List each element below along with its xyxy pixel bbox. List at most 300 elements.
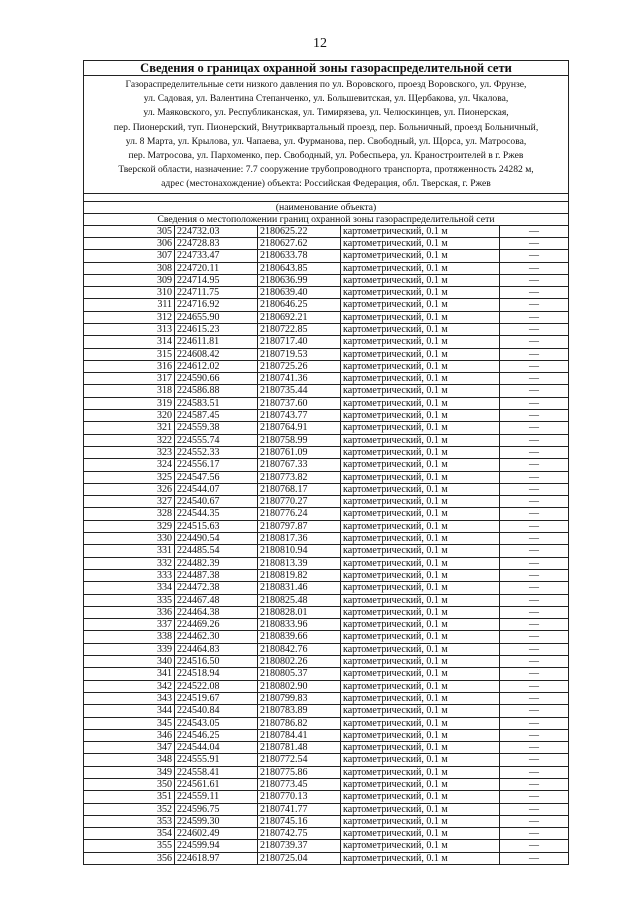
- object-name-caption: (наименование объекта): [84, 202, 568, 214]
- table-row: [84, 569, 568, 581]
- point-number: 320: [84, 410, 175, 422]
- extra-info: —: [500, 668, 569, 680]
- zone-boundary-document: [83, 60, 569, 865]
- extra-info: —: [500, 619, 569, 631]
- x-coordinate: 224561.61: [175, 778, 258, 790]
- point-number: 340: [84, 656, 175, 668]
- x-coordinate: 224559.38: [175, 422, 258, 434]
- extra-info: —: [500, 840, 569, 852]
- coordinates-table-body: [84, 226, 568, 864]
- table-row: [84, 852, 568, 864]
- table-row: [84, 778, 568, 790]
- y-coordinate: 2180799.83: [258, 692, 341, 704]
- point-number: 352: [84, 803, 175, 815]
- extra-info: —: [500, 250, 569, 262]
- table-row: [84, 483, 568, 495]
- extra-info: —: [500, 360, 569, 372]
- point-number: 318: [84, 385, 175, 397]
- table-row: [84, 274, 568, 286]
- table-row: [84, 742, 568, 754]
- determination-method: картометрический, 0.1 м: [341, 766, 500, 778]
- y-coordinate: 2180767.33: [258, 459, 341, 471]
- x-coordinate: 224602.49: [175, 828, 258, 840]
- table-row: [84, 594, 568, 606]
- table-row: [84, 840, 568, 852]
- table-row: [84, 459, 568, 471]
- point-number: 313: [84, 324, 175, 336]
- determination-method: картометрический, 0.1 м: [341, 226, 500, 238]
- extra-info: —: [500, 582, 569, 594]
- y-coordinate: 2180725.04: [258, 852, 341, 864]
- point-number: 309: [84, 274, 175, 286]
- y-coordinate: 2180797.87: [258, 520, 341, 532]
- x-coordinate: 224544.07: [175, 483, 258, 495]
- description-line: ул. Садовая, ул. Валентина Степанченко, ул. Большевитская, ул. Щербакова, ул. Чкалова,: [143, 93, 509, 105]
- point-number: 339: [84, 643, 175, 655]
- y-coordinate: 2180758.99: [258, 434, 341, 446]
- point-number: 312: [84, 311, 175, 323]
- extra-info: —: [500, 483, 569, 495]
- determination-method: картометрический, 0.1 м: [341, 373, 500, 385]
- determination-method: картометрический, 0.1 м: [341, 656, 500, 668]
- extra-info: —: [500, 791, 569, 803]
- y-coordinate: 2180636.99: [258, 274, 341, 286]
- extra-info: —: [500, 680, 569, 692]
- determination-method: картометрический, 0.1 м: [341, 791, 500, 803]
- description-line: пер. Пионерский, туп. Пионерский, Внутриквартальный проезд, пер. Больничный, проезд Больничный,: [113, 121, 539, 133]
- extra-info: —: [500, 778, 569, 790]
- point-number: 314: [84, 336, 175, 348]
- y-coordinate: 2180772.54: [258, 754, 341, 766]
- section-title: Сведения о местоположении границ охранной зоны газораспределительной сети: [84, 214, 568, 226]
- extra-info: —: [500, 311, 569, 323]
- point-number: 337: [84, 619, 175, 631]
- determination-method: картометрический, 0.1 м: [341, 533, 500, 545]
- extra-info: —: [500, 705, 569, 717]
- point-number: 315: [84, 348, 175, 360]
- x-coordinate: 224515.63: [175, 520, 258, 532]
- x-coordinate: 224599.30: [175, 815, 258, 827]
- y-coordinate: 2180717.40: [258, 336, 341, 348]
- determination-method: картометрический, 0.1 м: [341, 397, 500, 409]
- y-coordinate: 2180627.62: [258, 237, 341, 249]
- extra-info: —: [500, 569, 569, 581]
- extra-info: —: [500, 729, 569, 741]
- y-coordinate: 2180764.91: [258, 422, 341, 434]
- y-coordinate: 2180833.96: [258, 619, 341, 631]
- table-row: [84, 791, 568, 803]
- point-number: 333: [84, 569, 175, 581]
- x-coordinate: 224714.95: [175, 274, 258, 286]
- extra-info: —: [500, 434, 569, 446]
- extra-info: —: [500, 656, 569, 668]
- x-coordinate: 224558.41: [175, 766, 258, 778]
- extra-info: —: [500, 336, 569, 348]
- determination-method: картометрический, 0.1 м: [341, 496, 500, 508]
- y-coordinate: 2180735.44: [258, 385, 341, 397]
- point-number: 330: [84, 533, 175, 545]
- x-coordinate: 224544.35: [175, 508, 258, 520]
- x-coordinate: 224487.38: [175, 569, 258, 581]
- table-row: [84, 828, 568, 840]
- y-coordinate: 2180828.01: [258, 606, 341, 618]
- determination-method: картометрический, 0.1 м: [341, 754, 500, 766]
- extra-info: —: [500, 631, 569, 643]
- extra-info: —: [500, 348, 569, 360]
- extra-info: —: [500, 594, 569, 606]
- y-coordinate: 2180725.26: [258, 360, 341, 372]
- table-row: [84, 360, 568, 372]
- extra-info: —: [500, 545, 569, 557]
- determination-method: картометрический, 0.1 м: [341, 619, 500, 631]
- table-row: [84, 520, 568, 532]
- determination-method: картометрический, 0.1 м: [341, 631, 500, 643]
- y-coordinate: 2180722.85: [258, 324, 341, 336]
- point-number: 308: [84, 262, 175, 274]
- x-coordinate: 224469.26: [175, 619, 258, 631]
- y-coordinate: 2180625.22: [258, 226, 341, 238]
- y-coordinate: 2180633.78: [258, 250, 341, 262]
- point-number: 335: [84, 594, 175, 606]
- determination-method: картометрический, 0.1 м: [341, 680, 500, 692]
- determination-method: картометрический, 0.1 м: [341, 385, 500, 397]
- x-coordinate: 224482.39: [175, 557, 258, 569]
- table-row: [84, 582, 568, 594]
- extra-info: —: [500, 262, 569, 274]
- x-coordinate: 224596.75: [175, 803, 258, 815]
- y-coordinate: 2180775.86: [258, 766, 341, 778]
- table-row: [84, 643, 568, 655]
- determination-method: картометрический, 0.1 м: [341, 262, 500, 274]
- determination-method: картометрический, 0.1 м: [341, 520, 500, 532]
- x-coordinate: 224543.05: [175, 717, 258, 729]
- y-coordinate: 2180839.66: [258, 631, 341, 643]
- determination-method: картометрический, 0.1 м: [341, 471, 500, 483]
- table-row: [84, 336, 568, 348]
- point-number: 325: [84, 471, 175, 483]
- point-number: 329: [84, 520, 175, 532]
- determination-method: картометрический, 0.1 м: [341, 803, 500, 815]
- extra-info: —: [500, 373, 569, 385]
- point-number: 311: [84, 299, 175, 311]
- determination-method: картометрический, 0.1 м: [341, 311, 500, 323]
- y-coordinate: 2180842.76: [258, 643, 341, 655]
- x-coordinate: 224556.17: [175, 459, 258, 471]
- determination-method: картометрический, 0.1 м: [341, 274, 500, 286]
- x-coordinate: 224540.67: [175, 496, 258, 508]
- extra-info: —: [500, 533, 569, 545]
- x-coordinate: 224552.33: [175, 446, 258, 458]
- table-row: [84, 471, 568, 483]
- extra-info: —: [500, 324, 569, 336]
- table-row: [84, 311, 568, 323]
- table-row: [84, 299, 568, 311]
- determination-method: картометрический, 0.1 м: [341, 299, 500, 311]
- point-number: 317: [84, 373, 175, 385]
- x-coordinate: 224555.91: [175, 754, 258, 766]
- x-coordinate: 224540.84: [175, 705, 258, 717]
- table-row: [84, 557, 568, 569]
- document-title: Сведения о границах охранной зоны газораспределительной сети: [84, 61, 568, 76]
- x-coordinate: 224655.90: [175, 311, 258, 323]
- y-coordinate: 2180802.90: [258, 680, 341, 692]
- determination-method: картометрический, 0.1 м: [341, 594, 500, 606]
- extra-info: —: [500, 508, 569, 520]
- point-number: 347: [84, 742, 175, 754]
- x-coordinate: 224518.94: [175, 668, 258, 680]
- table-row: [84, 606, 568, 618]
- point-number: 326: [84, 483, 175, 495]
- point-number: 306: [84, 237, 175, 249]
- table-row: [84, 397, 568, 409]
- y-coordinate: 2180783.89: [258, 705, 341, 717]
- table-row: [84, 754, 568, 766]
- y-coordinate: 2180719.53: [258, 348, 341, 360]
- x-coordinate: 224615.23: [175, 324, 258, 336]
- x-coordinate: 224516.50: [175, 656, 258, 668]
- point-number: 349: [84, 766, 175, 778]
- extra-info: —: [500, 520, 569, 532]
- x-coordinate: 224732.03: [175, 226, 258, 238]
- x-coordinate: 224522.08: [175, 680, 258, 692]
- table-row: [84, 348, 568, 360]
- extra-info: —: [500, 299, 569, 311]
- determination-method: картометрический, 0.1 м: [341, 446, 500, 458]
- table-row: [84, 508, 568, 520]
- x-coordinate: 224612.02: [175, 360, 258, 372]
- blank-row: [84, 194, 568, 202]
- extra-info: —: [500, 397, 569, 409]
- y-coordinate: 2180817.36: [258, 533, 341, 545]
- y-coordinate: 2180743.77: [258, 410, 341, 422]
- determination-method: картометрический, 0.1 м: [341, 483, 500, 495]
- x-coordinate: 224467.48: [175, 594, 258, 606]
- point-number: 316: [84, 360, 175, 372]
- extra-info: —: [500, 766, 569, 778]
- point-number: 323: [84, 446, 175, 458]
- extra-info: —: [500, 557, 569, 569]
- table-row: [84, 262, 568, 274]
- point-number: 348: [84, 754, 175, 766]
- point-number: 356: [84, 852, 175, 864]
- point-number: 319: [84, 397, 175, 409]
- determination-method: картометрический, 0.1 м: [341, 360, 500, 372]
- y-coordinate: 2180768.17: [258, 483, 341, 495]
- determination-method: картометрический, 0.1 м: [341, 410, 500, 422]
- extra-info: —: [500, 410, 569, 422]
- table-row: [84, 803, 568, 815]
- point-number: 353: [84, 815, 175, 827]
- table-row: [84, 692, 568, 704]
- table-row: [84, 766, 568, 778]
- x-coordinate: 224464.38: [175, 606, 258, 618]
- x-coordinate: 224462.30: [175, 631, 258, 643]
- point-number: 350: [84, 778, 175, 790]
- x-coordinate: 224485.54: [175, 545, 258, 557]
- y-coordinate: 2180819.82: [258, 569, 341, 581]
- extra-info: —: [500, 692, 569, 704]
- extra-info: —: [500, 606, 569, 618]
- extra-info: —: [500, 496, 569, 508]
- x-coordinate: 224464.83: [175, 643, 258, 655]
- point-number: 334: [84, 582, 175, 594]
- point-number: 305: [84, 226, 175, 238]
- determination-method: картометрический, 0.1 м: [341, 717, 500, 729]
- point-number: 307: [84, 250, 175, 262]
- y-coordinate: 2180741.77: [258, 803, 341, 815]
- determination-method: картометрический, 0.1 м: [341, 324, 500, 336]
- y-coordinate: 2180739.37: [258, 840, 341, 852]
- extra-info: —: [500, 226, 569, 238]
- x-coordinate: 224555.74: [175, 434, 258, 446]
- determination-method: картометрический, 0.1 м: [341, 250, 500, 262]
- extra-info: —: [500, 237, 569, 249]
- extra-info: —: [500, 742, 569, 754]
- point-number: 345: [84, 717, 175, 729]
- table-row: [84, 668, 568, 680]
- determination-method: картометрический, 0.1 м: [341, 840, 500, 852]
- determination-method: картометрический, 0.1 м: [341, 508, 500, 520]
- table-row: [84, 619, 568, 631]
- determination-method: картометрический, 0.1 м: [341, 434, 500, 446]
- x-coordinate: 224587.45: [175, 410, 258, 422]
- table-row: [84, 385, 568, 397]
- point-number: 322: [84, 434, 175, 446]
- extra-info: —: [500, 459, 569, 471]
- y-coordinate: 2180745.16: [258, 815, 341, 827]
- y-coordinate: 2180776.24: [258, 508, 341, 520]
- coordinates-table: [84, 226, 568, 864]
- point-number: 354: [84, 828, 175, 840]
- determination-method: картометрический, 0.1 м: [341, 582, 500, 594]
- table-row: [84, 533, 568, 545]
- determination-method: картометрический, 0.1 м: [341, 545, 500, 557]
- point-number: 310: [84, 287, 175, 299]
- table-row: [84, 446, 568, 458]
- point-number: 351: [84, 791, 175, 803]
- x-coordinate: 224728.83: [175, 237, 258, 249]
- determination-method: картометрический, 0.1 м: [341, 668, 500, 680]
- point-number: 343: [84, 692, 175, 704]
- table-row: [84, 680, 568, 692]
- page-number: 12: [313, 36, 327, 51]
- extra-info: —: [500, 287, 569, 299]
- extra-info: —: [500, 815, 569, 827]
- point-number: 346: [84, 729, 175, 741]
- determination-method: картометрический, 0.1 м: [341, 729, 500, 741]
- y-coordinate: 2180773.45: [258, 778, 341, 790]
- extra-info: —: [500, 471, 569, 483]
- x-coordinate: 224519.67: [175, 692, 258, 704]
- determination-method: картометрический, 0.1 м: [341, 557, 500, 569]
- x-coordinate: 224472.38: [175, 582, 258, 594]
- extra-info: —: [500, 385, 569, 397]
- description-line: адрес (местонахождение) объекта: Российская Федерация, обл. Тверская, г. Ржев: [161, 178, 491, 190]
- x-coordinate: 224590.66: [175, 373, 258, 385]
- x-coordinate: 224618.97: [175, 852, 258, 864]
- point-number: 342: [84, 680, 175, 692]
- x-coordinate: 224583.51: [175, 397, 258, 409]
- y-coordinate: 2180761.09: [258, 446, 341, 458]
- determination-method: картометрический, 0.1 м: [341, 815, 500, 827]
- determination-method: картометрический, 0.1 м: [341, 828, 500, 840]
- point-number: 321: [84, 422, 175, 434]
- y-coordinate: 2180786.82: [258, 717, 341, 729]
- point-number: 332: [84, 557, 175, 569]
- table-row: [84, 410, 568, 422]
- description-line: ул. 8 Марта, ул. Крылова, ул. Чапаева, ул. Фурманова, пер. Свободный, ул. Щорса, ул. Матросова,: [125, 135, 527, 147]
- x-coordinate: 224544.04: [175, 742, 258, 754]
- y-coordinate: 2180773.82: [258, 471, 341, 483]
- y-coordinate: 2180737.60: [258, 397, 341, 409]
- determination-method: картометрический, 0.1 м: [341, 237, 500, 249]
- determination-method: картометрический, 0.1 м: [341, 852, 500, 864]
- y-coordinate: 2180825.48: [258, 594, 341, 606]
- extra-info: —: [500, 422, 569, 434]
- table-row: [84, 729, 568, 741]
- table-row: [84, 631, 568, 643]
- determination-method: картометрический, 0.1 м: [341, 459, 500, 471]
- x-coordinate: 224608.42: [175, 348, 258, 360]
- extra-info: —: [500, 446, 569, 458]
- determination-method: картометрический, 0.1 м: [341, 287, 500, 299]
- y-coordinate: 2180770.13: [258, 791, 341, 803]
- extra-info: —: [500, 754, 569, 766]
- table-row: [84, 434, 568, 446]
- determination-method: картометрический, 0.1 м: [341, 606, 500, 618]
- y-coordinate: 2180770.27: [258, 496, 341, 508]
- y-coordinate: 2180810.94: [258, 545, 341, 557]
- x-coordinate: 224559.11: [175, 791, 258, 803]
- extra-info: —: [500, 717, 569, 729]
- x-coordinate: 224711.75: [175, 287, 258, 299]
- x-coordinate: 224546.25: [175, 729, 258, 741]
- x-coordinate: 224733.47: [175, 250, 258, 262]
- point-number: 344: [84, 705, 175, 717]
- table-row: [84, 545, 568, 557]
- determination-method: картометрический, 0.1 м: [341, 778, 500, 790]
- y-coordinate: 2180831.46: [258, 582, 341, 594]
- table-row: [84, 705, 568, 717]
- table-row: [84, 373, 568, 385]
- y-coordinate: 2180784.41: [258, 729, 341, 741]
- determination-method: картометрический, 0.1 м: [341, 348, 500, 360]
- x-coordinate: 224599.94: [175, 840, 258, 852]
- point-number: 338: [84, 631, 175, 643]
- x-coordinate: 224611.81: [175, 336, 258, 348]
- x-coordinate: 224490.54: [175, 533, 258, 545]
- determination-method: картометрический, 0.1 м: [341, 569, 500, 581]
- table-row: [84, 496, 568, 508]
- determination-method: картометрический, 0.1 м: [341, 742, 500, 754]
- determination-method: картометрический, 0.1 м: [341, 422, 500, 434]
- determination-method: картометрический, 0.1 м: [341, 705, 500, 717]
- table-row: [84, 815, 568, 827]
- y-coordinate: 2180781.48: [258, 742, 341, 754]
- y-coordinate: 2180639.40: [258, 287, 341, 299]
- determination-method: картометрический, 0.1 м: [341, 336, 500, 348]
- point-number: 331: [84, 545, 175, 557]
- x-coordinate: 224716.92: [175, 299, 258, 311]
- determination-method: картометрический, 0.1 м: [341, 643, 500, 655]
- point-number: 327: [84, 496, 175, 508]
- table-row: [84, 237, 568, 249]
- extra-info: —: [500, 852, 569, 864]
- table-row: [84, 226, 568, 238]
- table-row: [84, 250, 568, 262]
- description-line: пер. Матросова, ул. Пархоменко, пер. Свободный, ул. Робеспьера, ул. Краностроителей в г. Ржев: [128, 150, 524, 162]
- extra-info: —: [500, 643, 569, 655]
